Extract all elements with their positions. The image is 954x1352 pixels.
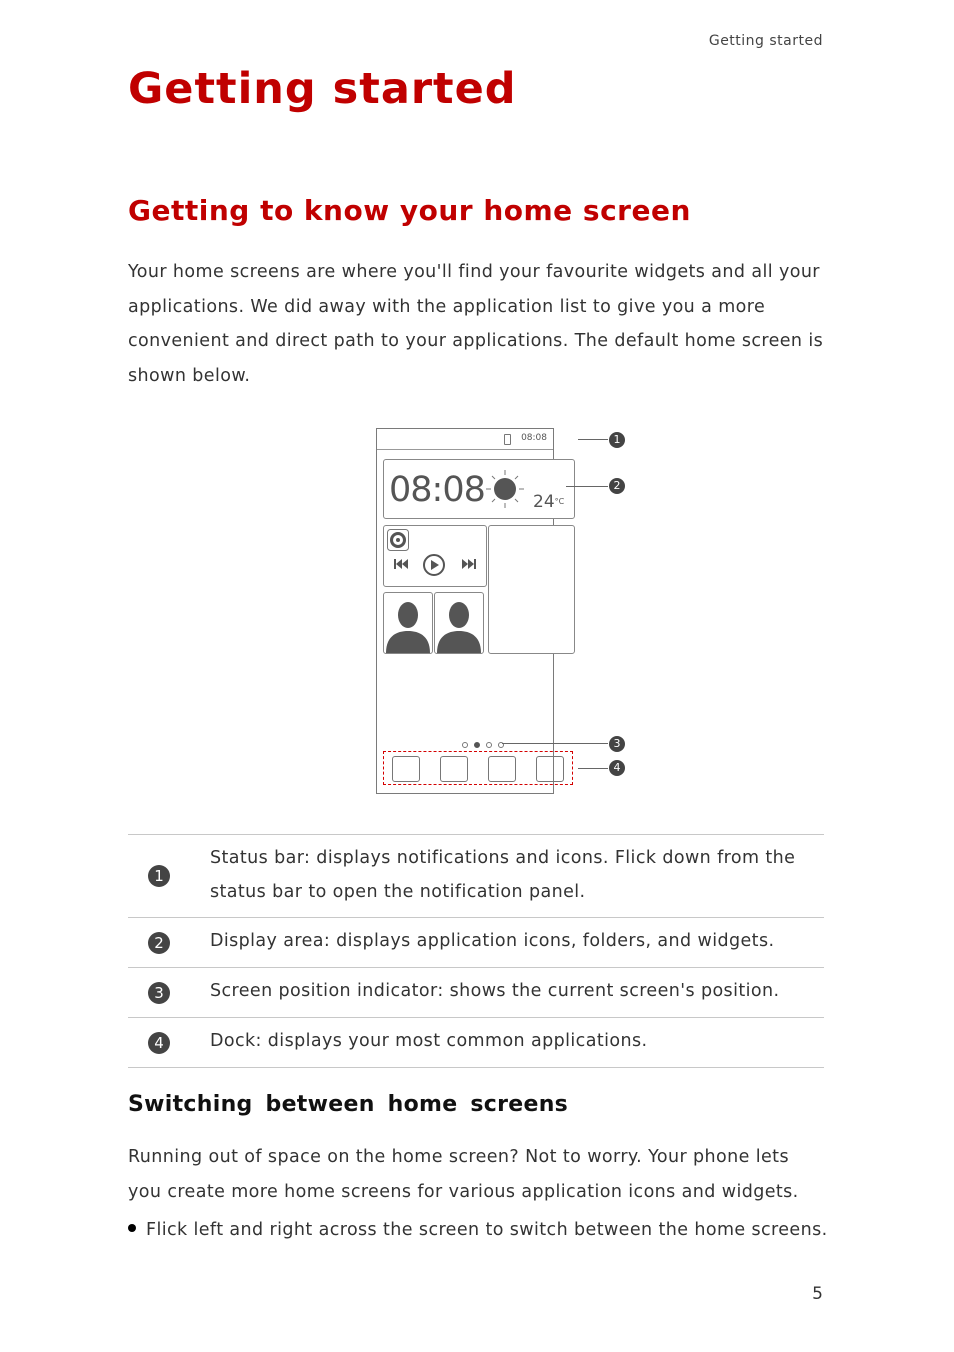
callout-badge-4: 4 xyxy=(609,760,625,776)
bullet-text: Flick left and right across the screen to switch between the home screens. xyxy=(146,1220,828,1240)
section-title: Getting to know your home screen xyxy=(128,194,691,227)
subsection-title: Switching between home screens xyxy=(128,1092,569,1117)
callout-line-3 xyxy=(502,743,608,744)
temperature-value: 24 xyxy=(533,492,555,512)
music-disc-icon xyxy=(387,529,409,551)
legend-number-badge: 2 xyxy=(148,932,170,954)
clock-weather-widget xyxy=(383,459,575,519)
screen-dot-3 xyxy=(486,742,492,748)
bullet-icon xyxy=(128,1224,136,1232)
legend-number-badge: 4 xyxy=(148,1032,170,1054)
legend-number-badge: 1 xyxy=(148,865,170,887)
dock-app-slot-3 xyxy=(488,756,516,782)
dock-app-slot-4 xyxy=(536,756,564,782)
legend-row xyxy=(128,918,824,968)
legend-number-cell xyxy=(128,835,210,918)
chapter-title: Getting started xyxy=(128,64,517,114)
legend-row xyxy=(128,835,824,918)
play-icon xyxy=(422,553,446,577)
switch-paragraph: Running out of space on the home screen? Not to worry. Your phone lets you create more home screens for various application icons and widgets. xyxy=(128,1147,799,1202)
legend-description: Display area: displays application icons, folders, and widgets. xyxy=(210,918,824,968)
callout-badge-1: 1 xyxy=(609,432,625,448)
temperature-unit: °C xyxy=(554,497,565,506)
callout-line-4 xyxy=(578,768,608,769)
running-header: Getting started xyxy=(708,33,823,49)
legend-row xyxy=(128,1018,824,1068)
screen-dot-1 xyxy=(462,742,468,748)
temperature xyxy=(533,492,564,512)
callout-line-2 xyxy=(566,486,608,487)
callout-badge-2: 2 xyxy=(609,478,625,494)
screen-dot-2 xyxy=(474,742,480,748)
legend-description: Status bar: displays notifications and icons. Flick down from the status bar to open the notification panel. xyxy=(210,835,824,918)
intro-paragraph: Your home screens are where you'll find your favourite widgets and all your applications. We did away with the application list to give you a more convenient and direct path to your applications. The default home screen is shown below. xyxy=(128,262,824,386)
legend-number-cell xyxy=(128,918,210,968)
status-bar xyxy=(377,429,553,450)
legend-description: Dock: displays your most common applications. xyxy=(210,1018,824,1068)
page-number: 5 xyxy=(812,1284,823,1304)
music-widget xyxy=(383,525,487,587)
legend-row xyxy=(128,968,824,1018)
dock-outline xyxy=(383,751,573,785)
empty-widget xyxy=(488,525,575,654)
dock-app-slot-1 xyxy=(392,756,420,782)
callout-badge-3: 3 xyxy=(609,736,625,752)
legend-number-badge: 3 xyxy=(148,982,170,1004)
bullet-item xyxy=(128,1213,828,1247)
battery-icon xyxy=(504,434,511,445)
clock-time: 08:08 xyxy=(389,470,485,510)
contact-avatar-icon xyxy=(435,593,483,653)
next-track-icon xyxy=(462,559,476,569)
callout-line-1 xyxy=(578,439,608,440)
previous-track-icon xyxy=(394,559,408,569)
contact-widget-1 xyxy=(383,592,433,654)
sun-icon xyxy=(484,468,526,510)
contact-widget-2 xyxy=(434,592,484,654)
legend-description: Screen position indicator: shows the current screen's position. xyxy=(210,968,824,1018)
dock-app-slot-2 xyxy=(440,756,468,782)
home-screen-figure xyxy=(376,428,636,796)
legend-number-cell xyxy=(128,968,210,1018)
figure-legend-table xyxy=(128,834,824,1068)
phone-frame xyxy=(376,428,565,794)
legend-number-cell xyxy=(128,1018,210,1068)
status-time: 08:08 xyxy=(521,433,547,443)
contact-avatar-icon xyxy=(384,593,432,653)
